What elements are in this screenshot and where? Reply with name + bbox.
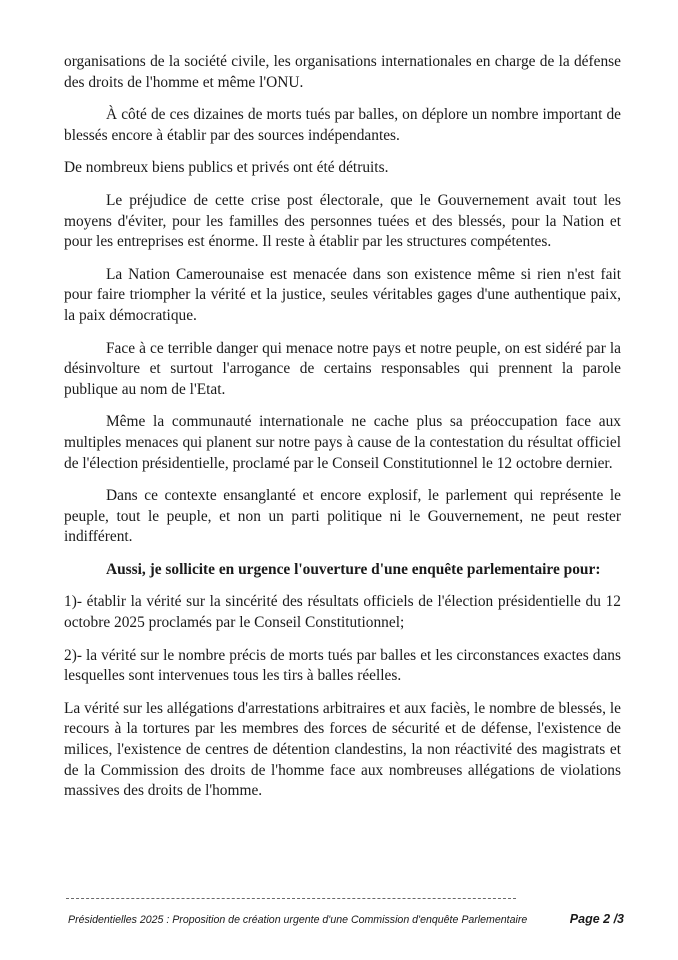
paragraph-prejudice: Le préjudice de cette crise post électorale, que le Gouvernement avait tout les moyens d'éviter, pour les familles des personnes tuées et des blessés, pour la Nation et pour les entreprises est énorme. Il reste à établir par les structures compétentes.: [64, 191, 621, 251]
paragraph-point-1: 1)- établir la vérité sur la sincérité des résultats officiels de l'élection présidentielle du 12 octobre 2025 proclamés par le Conseil Constitutionnel;: [64, 593, 621, 632]
footer-title: Présidentielles 2025 : Proposition de création urgente d'une Commission d'enquête Parlementaire: [68, 914, 528, 926]
paragraph-wounded: À côté de ces dizaines de morts tués par balles, on déplore un nombre important de blessés encore à établir par des sources indépendantes.: [64, 106, 621, 144]
paragraph-point-2: 2)- la vérité sur le nombre précis de morts tués par balles et les circonstances exactes dans lesquelles sont intervenues tous les tirs à balles réelles.: [64, 646, 621, 685]
paragraph-nation-threatened: La Nation Camerounaise est menacée dans son existence même si rien n'est fait pour faire triompher la vérité et la justice, seules véritables gages d'une authentique paix, la paix démocratique.: [64, 265, 621, 324]
paragraph-property-destroyed: De nombreux biens publics et privés ont été détruits.: [64, 159, 389, 177]
page-footer: [68, 912, 624, 932]
paragraph-international-community: Même la communauté internationale ne cache plus sa préoccupation face aux multiples menaces qui planent sur notre pays à cause de la contestation du résultat officiel de l'élection présidentielle, proclamé par le Conseil Constitutionnel le 12 octobre dernier.: [64, 413, 621, 472]
paragraph-allegations: La vérité sur les allégations d'arrestations arbitraires et aux faciès, le nombre de blessés, le recours à la tortures par les membres des forces de sécurité et de défense, l'existence de milices, l'existence de centres de détention clandestins, la non réactivité des magistrats et de la Commission des droits de l'homme face aux nombreuses allégations de violations massives des droits de l'homme.: [64, 699, 621, 800]
paragraph-parliament: Dans ce contexte ensanglanté et encore explosif, le parlement qui représente le peuple, tout le peuple, et non un parti politique ni le Gouvernement, ne peut rester indifférent.: [64, 487, 621, 546]
paragraph-danger: Face à ce terrible danger qui menace notre pays et notre peuple, on est sidéré par la désinvolture et surtout l'arrogance de certains responsables qui prennent la parole publique au nom de l'Etat.: [64, 339, 621, 398]
footer-divider: [66, 898, 516, 899]
document-body: [64, 52, 621, 814]
page-number: Page 2 /3: [569, 912, 624, 926]
paragraph-inquiry-request: Aussi, je sollicite en urgence l'ouverture d'une enquête parlementaire pour:: [106, 560, 601, 578]
paragraph-continuation: organisations de la société civile, les organisations internationales en charge de la défense des droits de l'homme et même l'ONU.: [64, 53, 621, 91]
